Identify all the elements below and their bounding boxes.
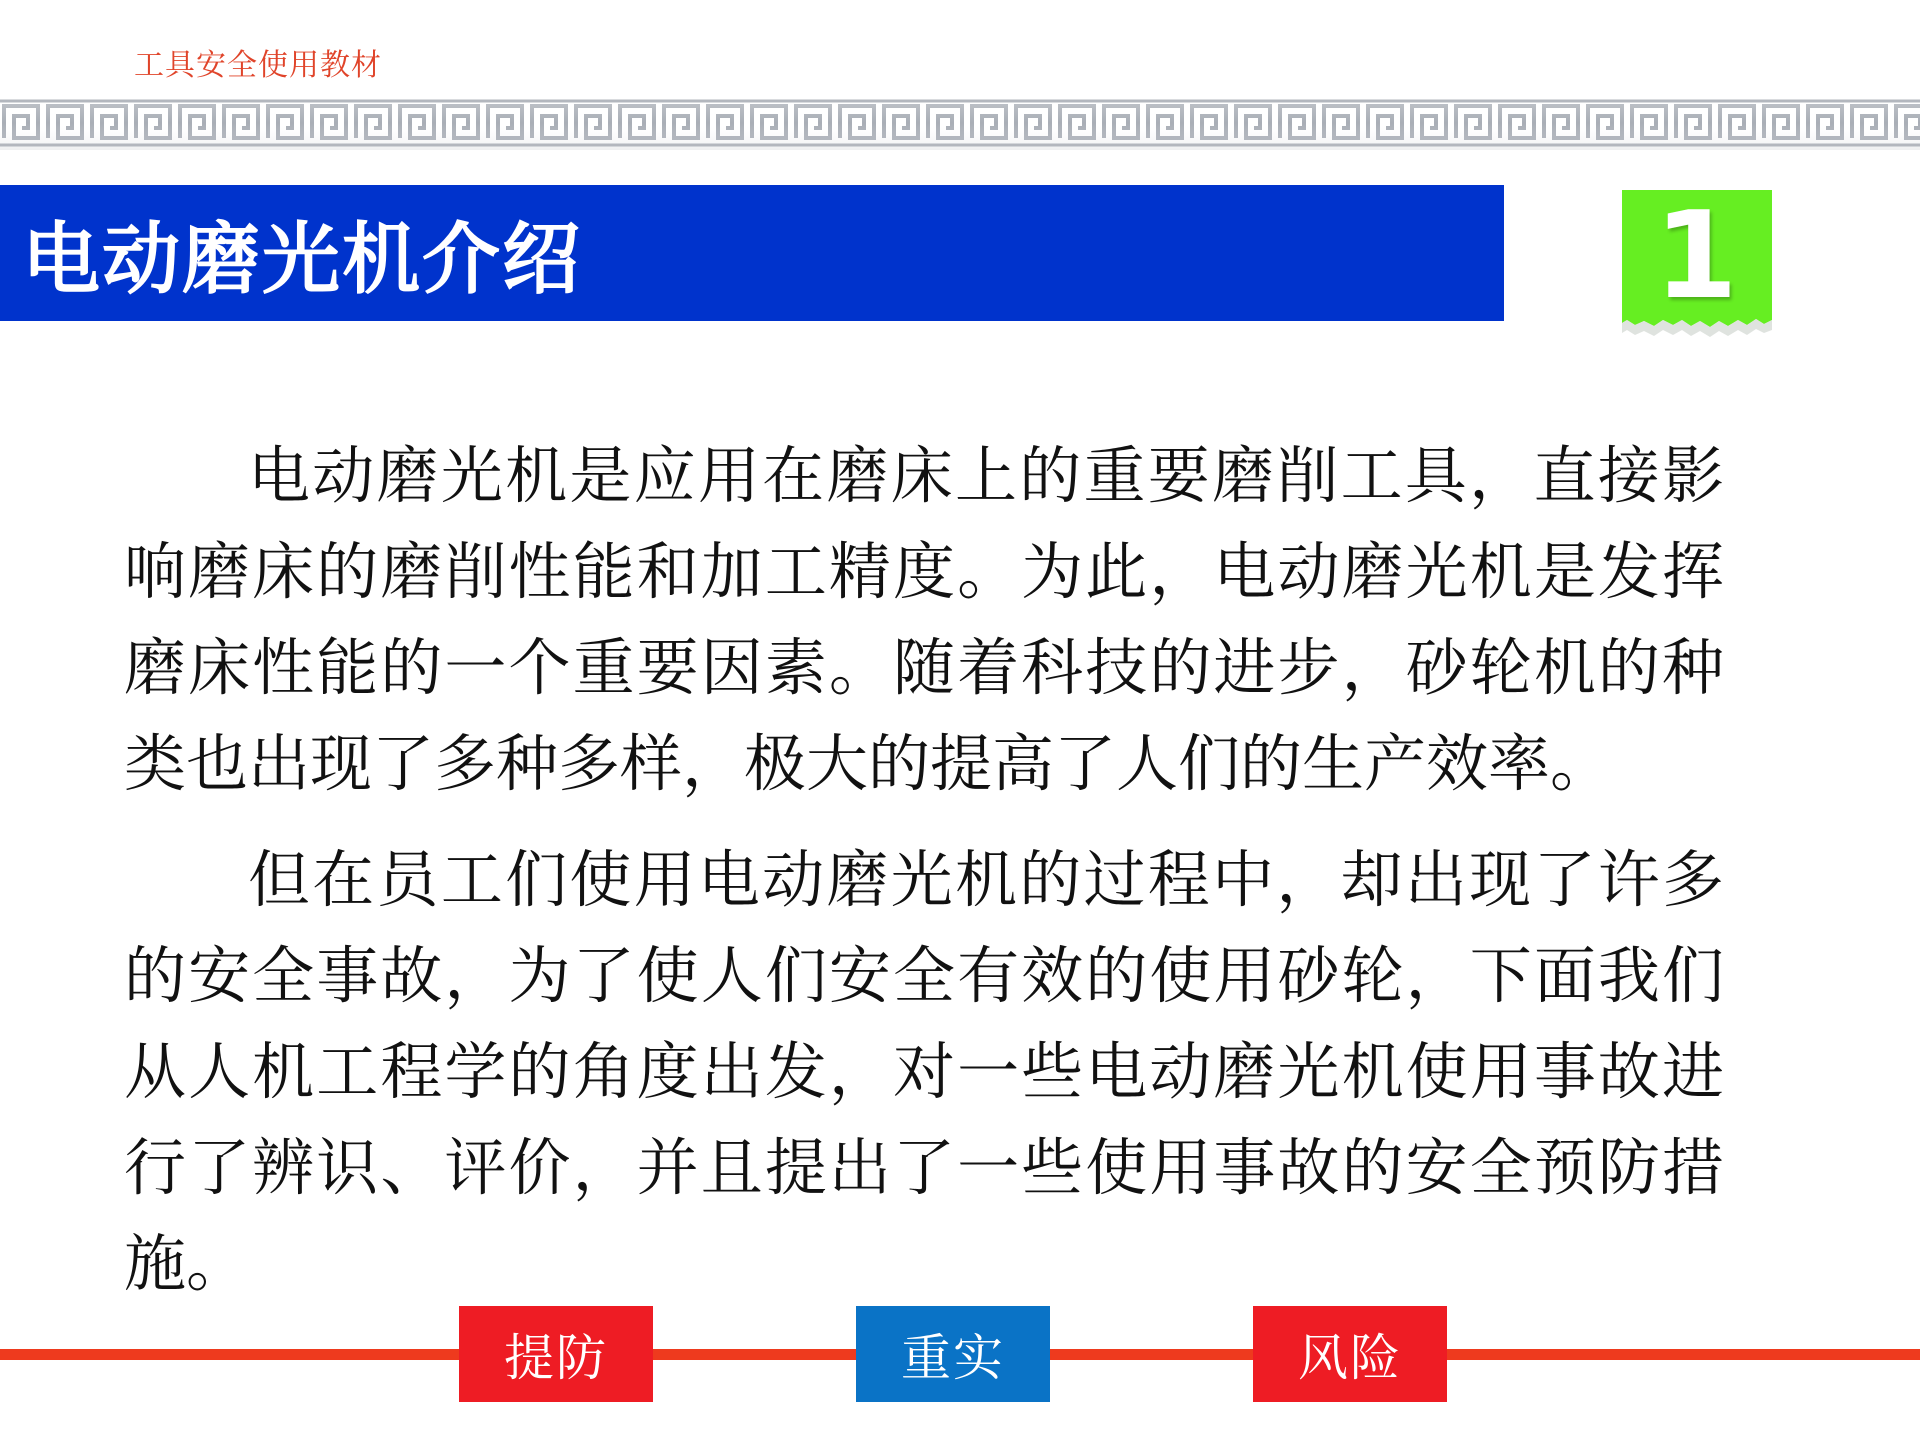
title-bar xyxy=(0,185,1504,321)
beware-button[interactable]: 提防 xyxy=(459,1306,653,1402)
header-caption: 工具安全使用教材 xyxy=(134,48,382,83)
page-title: 电动磨光机介绍 xyxy=(22,215,583,305)
intro-paragraph-1: 电动磨光机是应用在磨床上的重要磨削工具，直接影响磨床的磨削性能和加工精度。为此，电动磨光机是发挥磨床性能的一个重要因素。随着科技的进步，砂轮机的种类也出现了多种多样，极大的提高了人们的生产效率。 xyxy=(124,439,1724,800)
intro-paragraph-2: 但在员工们使用电动磨光机的过程中，却出现了许多的安全事故，为了使人们安全有效的使用砂轮，下面我们从人机工程学的角度出发，对一些电动磨光机使用事故进行了辨识、评价，并且提出了一些使用事故的安全预防措施。 xyxy=(124,843,1724,1300)
emphasize-button[interactable]: 重实 xyxy=(856,1306,1050,1402)
intro-content xyxy=(124,428,1724,1332)
greek-key-border xyxy=(0,96,1920,150)
risk-button[interactable]: 风险 xyxy=(1253,1306,1447,1402)
section-number: 1 xyxy=(1654,186,1738,326)
section-number-badge xyxy=(1616,186,1776,350)
